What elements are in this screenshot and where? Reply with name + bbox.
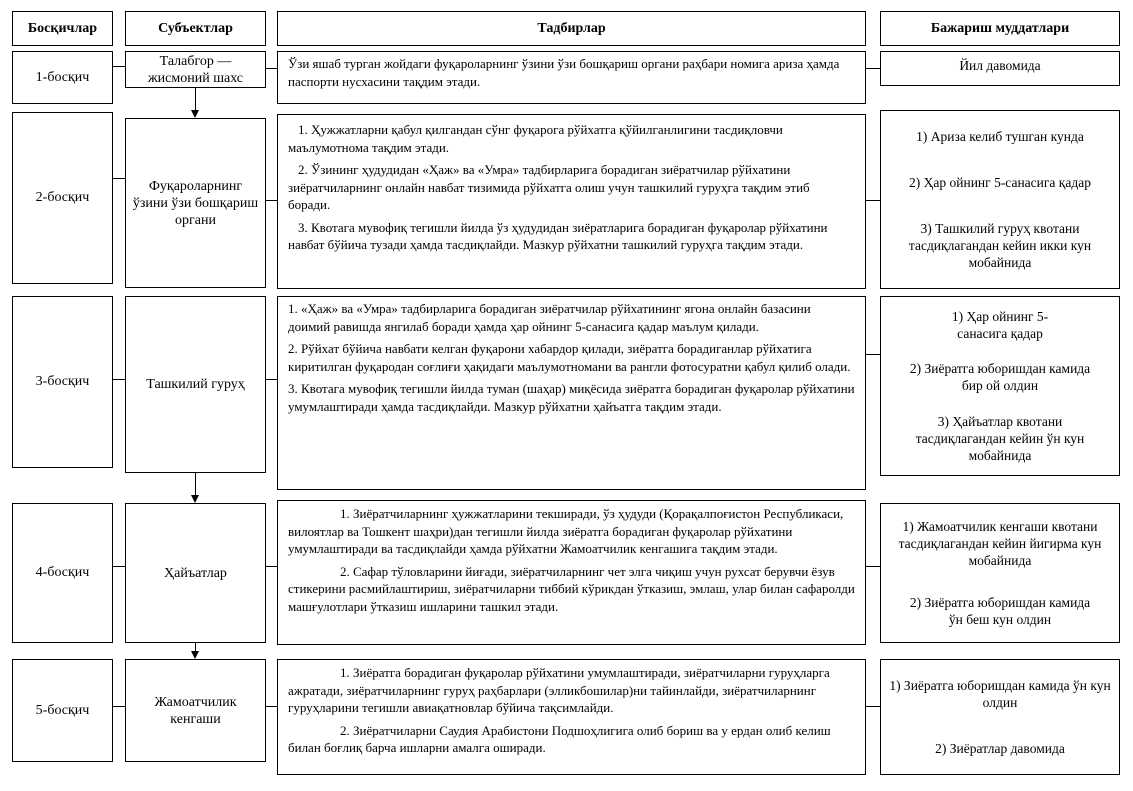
stage-label: 3-босқич	[35, 374, 90, 389]
connector-line	[266, 68, 277, 69]
actions-3	[277, 296, 866, 490]
deadline-item: 1) Жамоатчилик кенгаши квотани тасдиқлагандан кейин йигирма кун мобайнида	[898, 519, 1102, 569]
deadline-item: 2) Ҳар ойнинг 5-санасига қадар	[909, 174, 1091, 190]
deadlines-4	[880, 503, 1120, 643]
actions-2	[277, 114, 866, 289]
connector-line	[866, 354, 880, 355]
flow-arrow-icon	[191, 651, 199, 659]
subject-2	[125, 118, 266, 288]
action-item: 1. Зиёратчиларнинг ҳужжатларини текширади, ўз ҳудуди (Қорақалпоғистон Республикаси, вилоятлар ва Тошкент шаҳри)дан тегишли йилда зиёратга борадиган фуқаролар рўйхатини умумлаштиради ва тасдиқлайди ҳамда рўйхатни Жамоатчилик кенгашига тақдим этади.	[288, 506, 844, 556]
stage-5	[12, 659, 113, 762]
connector-line	[266, 200, 277, 201]
deadlines-1	[880, 51, 1120, 86]
deadline-item: 2) Зиёратлар давомида	[935, 741, 1065, 757]
connector-line	[113, 706, 125, 707]
stage-label: 4-босқич	[35, 565, 90, 580]
flow-arrow-icon	[191, 495, 199, 503]
connector-line	[113, 379, 125, 380]
stage-1	[12, 51, 113, 104]
flow-arrow-icon	[191, 110, 199, 118]
actions-1	[277, 51, 866, 104]
subject-label: Ташкилий гуруҳ	[146, 377, 245, 392]
deadline-item: 2) Зиёратга юборишдан камида ўн беш кун олдин	[909, 594, 1091, 627]
header-deadlines-label: Бажариш муддатлари	[930, 20, 1070, 36]
subject-5	[125, 659, 266, 762]
subject-label: Жамоатчилик кенгаши	[154, 694, 237, 727]
connector-line	[866, 68, 880, 69]
stage-label: 1-босқич	[35, 69, 90, 85]
header-stages-label: Босқичлар	[27, 20, 98, 36]
flow-line	[195, 88, 196, 110]
actions-4	[277, 500, 866, 645]
connector-line	[866, 706, 880, 707]
header-subjects-label: Субъектлар	[158, 20, 233, 36]
action-item: 2. Рўйхат бўйича навбати келган фуқарони хабардор қилади, зиёратга борадиганлар рўйхатига киритилган фуқародан соғлиғи ҳақидаги маълумотномани ва рангли фотосуратни қабул қилиб олади.	[288, 341, 851, 374]
connector-line	[866, 566, 880, 567]
action-item: 2. Сафар тўловларини йиғади, зиёратчиларнинг чет элга чиқиш учун рухсат берувчи ёзув стикерини расмийлаштириш, зиёратчиларни тиббий кўрикдан ўтказиш, эмлаш, улар билан сафаролди машғулотлари ўтказиш ишларини ташкил этади.	[288, 563, 855, 614]
deadline-item: 3) Ташкилий гуруҳ квотани тасдиқлагандан кейин икки кун мобайнида	[908, 221, 1092, 271]
deadlines-3	[880, 296, 1120, 476]
deadlines-2	[880, 110, 1120, 289]
flow-line	[195, 473, 196, 495]
header-actions	[277, 11, 866, 46]
action-item: 1. Ҳужжатларни қабул қилгандан сўнг фуқарога рўйхатга қўйилганлигини тасдиқловчи маълумотнома тақдим этади.	[288, 122, 783, 155]
subject-3	[125, 296, 266, 473]
deadlines-5	[880, 659, 1120, 775]
deadline-item: Йил давомида	[959, 58, 1041, 73]
stage-label: 5-босқич	[35, 702, 90, 718]
deadline-item: 3) Ҳайъатлар квотани тасдиқлагандан кейин ўн кун мобайнида	[915, 413, 1085, 463]
connector-line	[266, 566, 277, 567]
connector-line	[266, 379, 277, 380]
connector-line	[866, 200, 880, 201]
action-item: 3. Квотага мувофиқ тегишли йилда ўз ҳудудидан зиёратларига борадиган фуқаролар рўйхатини навбат бўйича тузади ҳамда тасдиқлайди. Мазкур рўйхатни ташкилий гуруҳга тақдим этади.	[288, 219, 828, 252]
action-item: Ўзи яшаб турган жойдаги фуқароларнинг ўзини ўзи бошқариш органи раҳбари номига ариза ҳамда паспорти нусхасини тақдим этади.	[288, 56, 840, 89]
header-deadlines	[880, 11, 1120, 46]
action-item: 3. Квотага мувофиқ тегишли йилда туман (шаҳар) миқёсида зиёратга борадиган фуқаролар рўйхатини умумлаштиради ҳамда тасдиқлайди. Мазкур рўйхатни ҳайъатга тақдим этади.	[288, 381, 855, 414]
connector-line	[113, 66, 125, 67]
stage-4	[12, 503, 113, 643]
action-item: 2. Ўзининг ҳудудидан «Ҳаж» ва «Умра» тадбирларига борадиган зиёратчилар рўйхатини зиёратчиларнинг онлайн навбат тизимида рўйхатга олиш учун ташкилий гуруҳга тақдим этиб боради.	[288, 162, 810, 212]
deadline-item: 1) Зиёратга юборишдан камида ўн кун олдин	[889, 677, 1111, 710]
action-item: 2. Зиёратчиларни Саудия Арабистони Подшоҳлигига олиб бориш ва у ердан олиб келиш билан боғлиқ барча ишларни амалга оширади.	[288, 722, 831, 755]
actions-5	[277, 659, 866, 775]
action-item: 1. «Ҳаж» ва «Умра» тадбирларига борадиган зиёратчилар рўйхатининг ягона онлайн базасини доимий равишда янгилаб боради ҳамда ҳар ойнинг 5-санасига қадар маълум қилади.	[288, 301, 811, 334]
deadline-item: 1) Ариза келиб тушган кунда	[916, 128, 1084, 144]
connector-line	[113, 566, 125, 567]
deadline-item: 1) Ҳар ойнинг 5-санасига қадар	[951, 309, 1049, 342]
deadline-item: 2) Зиёратга юборишдан камида бир ой олдин	[909, 361, 1091, 394]
subject-1	[125, 51, 266, 88]
action-item: 1. Зиёратга борадиган фуқаролар рўйхатини умумлаштиради, зиёратчиларни гуруҳларга ажратади, зиёратчиларнинг гуруҳ раҳбарлари (элликбошилар)ни тайинлайди, зиёратчиларнинг гуруҳларини тегишли авиақатновлар бўйича тақсимлайди.	[288, 665, 830, 715]
header-stages	[12, 11, 113, 46]
subject-label: Талабгор — жисмоний шахс	[147, 53, 244, 86]
connector-line	[113, 178, 125, 179]
header-actions-label: Тадбирлар	[537, 20, 606, 36]
connector-line	[266, 706, 277, 707]
header-subjects	[125, 11, 266, 46]
subject-label: Ҳайъатлар	[164, 565, 227, 581]
subject-label: Фуқароларнинг ўзини ўзи бошқариш органи	[132, 178, 259, 228]
stage-2	[12, 112, 113, 284]
stage-3	[12, 296, 113, 468]
subject-4	[125, 503, 266, 643]
stage-label: 2-босқич	[35, 190, 90, 205]
